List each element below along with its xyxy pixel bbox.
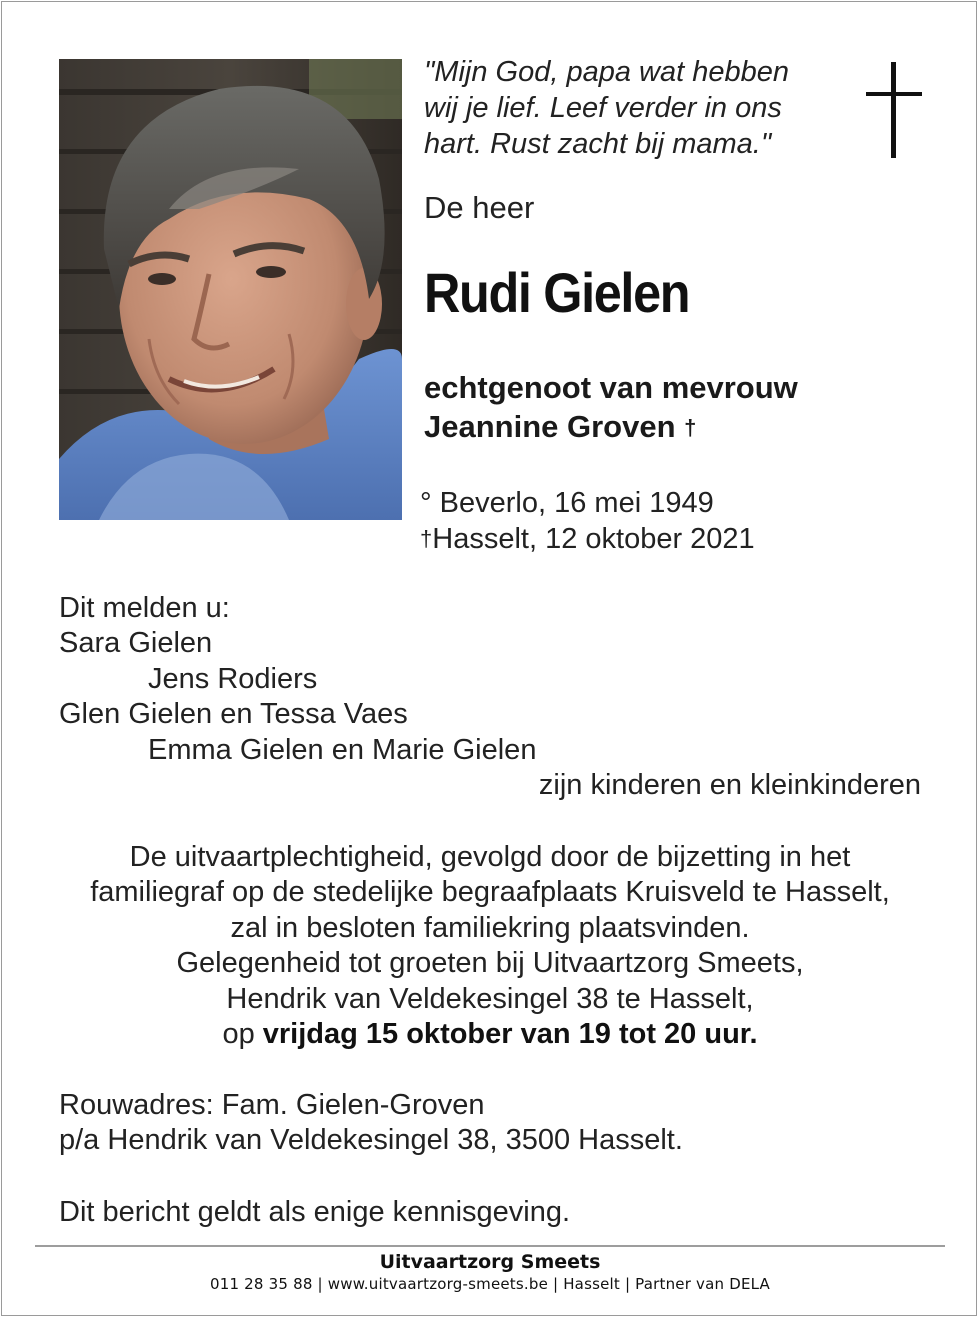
honorific: De heer [424, 190, 535, 225]
ceremony-line [59, 1017, 921, 1052]
announcement-intro: Dit melden u: [59, 592, 230, 624]
funeral-home-contact: 011 28 35 88 | www.uitvaartzorg-smeets.be | Hasselt | Partner van DELA [209, 1275, 770, 1293]
spouse-name: Jeannine Groven [424, 409, 676, 444]
spouse-line: echtgenoot van mevrouw [424, 370, 798, 405]
ceremony-line: De uitvaartplechtigheid, gevolgd door de bijzetting in het [129, 841, 851, 873]
ceremony-line: Gelegenheid tot groeten bij Uitvaartzorg Smeets, [176, 947, 804, 980]
family-member: Jens Rodiers [148, 662, 318, 695]
ceremony-line: zal in besloten familiekring plaatsvinden. [230, 911, 750, 944]
ceremony-info [59, 840, 921, 1052]
funeral-home-name: Uitvaartzorg Smeets [379, 1251, 601, 1273]
quote-line: wij je lief. Leef verder in ons [424, 92, 782, 124]
quote-line: hart. Rust zacht bij mama." [424, 128, 772, 160]
death-date: Hasselt, 12 oktober 2021 [432, 523, 755, 555]
address-line: p/a Hendrik van Veldekesingel 38, 3500 Hasselt. [59, 1124, 683, 1157]
birth-date: Beverlo, 16 mei 1949 [439, 487, 714, 519]
ceremony-line: Hendrik van Veldekesingel 38 te Hasselt, [226, 982, 754, 1015]
ceremony-prefix: op [222, 1018, 255, 1051]
life-dates [420, 485, 755, 557]
address-line: Rouwadres: Fam. Gielen-Groven [59, 1089, 485, 1121]
family-member: Glen Gielen en Tessa Vaes [59, 698, 408, 731]
death-cross-icon: † [420, 526, 433, 551]
spouse-info [424, 368, 798, 447]
quote-line: "Mijn God, papa wat hebben [424, 56, 789, 88]
mourning-address [59, 1088, 683, 1159]
notice-text: Dit bericht geldt als enige kennisgeving. [59, 1196, 571, 1228]
family-member: Emma Gielen en Marie Gielen [148, 733, 537, 766]
ceremony-line: familiegraf op de stedelijke begraafplaats Kruisveld te Hasselt, [90, 876, 890, 909]
family-relation: zijn kinderen en kleinkinderen [538, 769, 921, 802]
birth-symbol: ° [420, 487, 432, 519]
ceremony-datetime: vrijdag 15 oktober van 19 tot 20 uur. [262, 1018, 758, 1051]
deceased-name: Rudi Gielen [424, 261, 690, 324]
small-cross-icon: † [684, 415, 697, 440]
family-announcement [59, 591, 921, 803]
footer [0, 1250, 980, 1294]
spouse-line [424, 407, 798, 447]
cross-icon [866, 62, 922, 158]
portrait-photo [59, 59, 402, 520]
footer-divider [35, 1245, 945, 1247]
birth-line [420, 485, 755, 521]
memorial-quote [424, 54, 844, 162]
family-member: Sara Gielen [59, 627, 213, 660]
death-line [420, 521, 755, 557]
